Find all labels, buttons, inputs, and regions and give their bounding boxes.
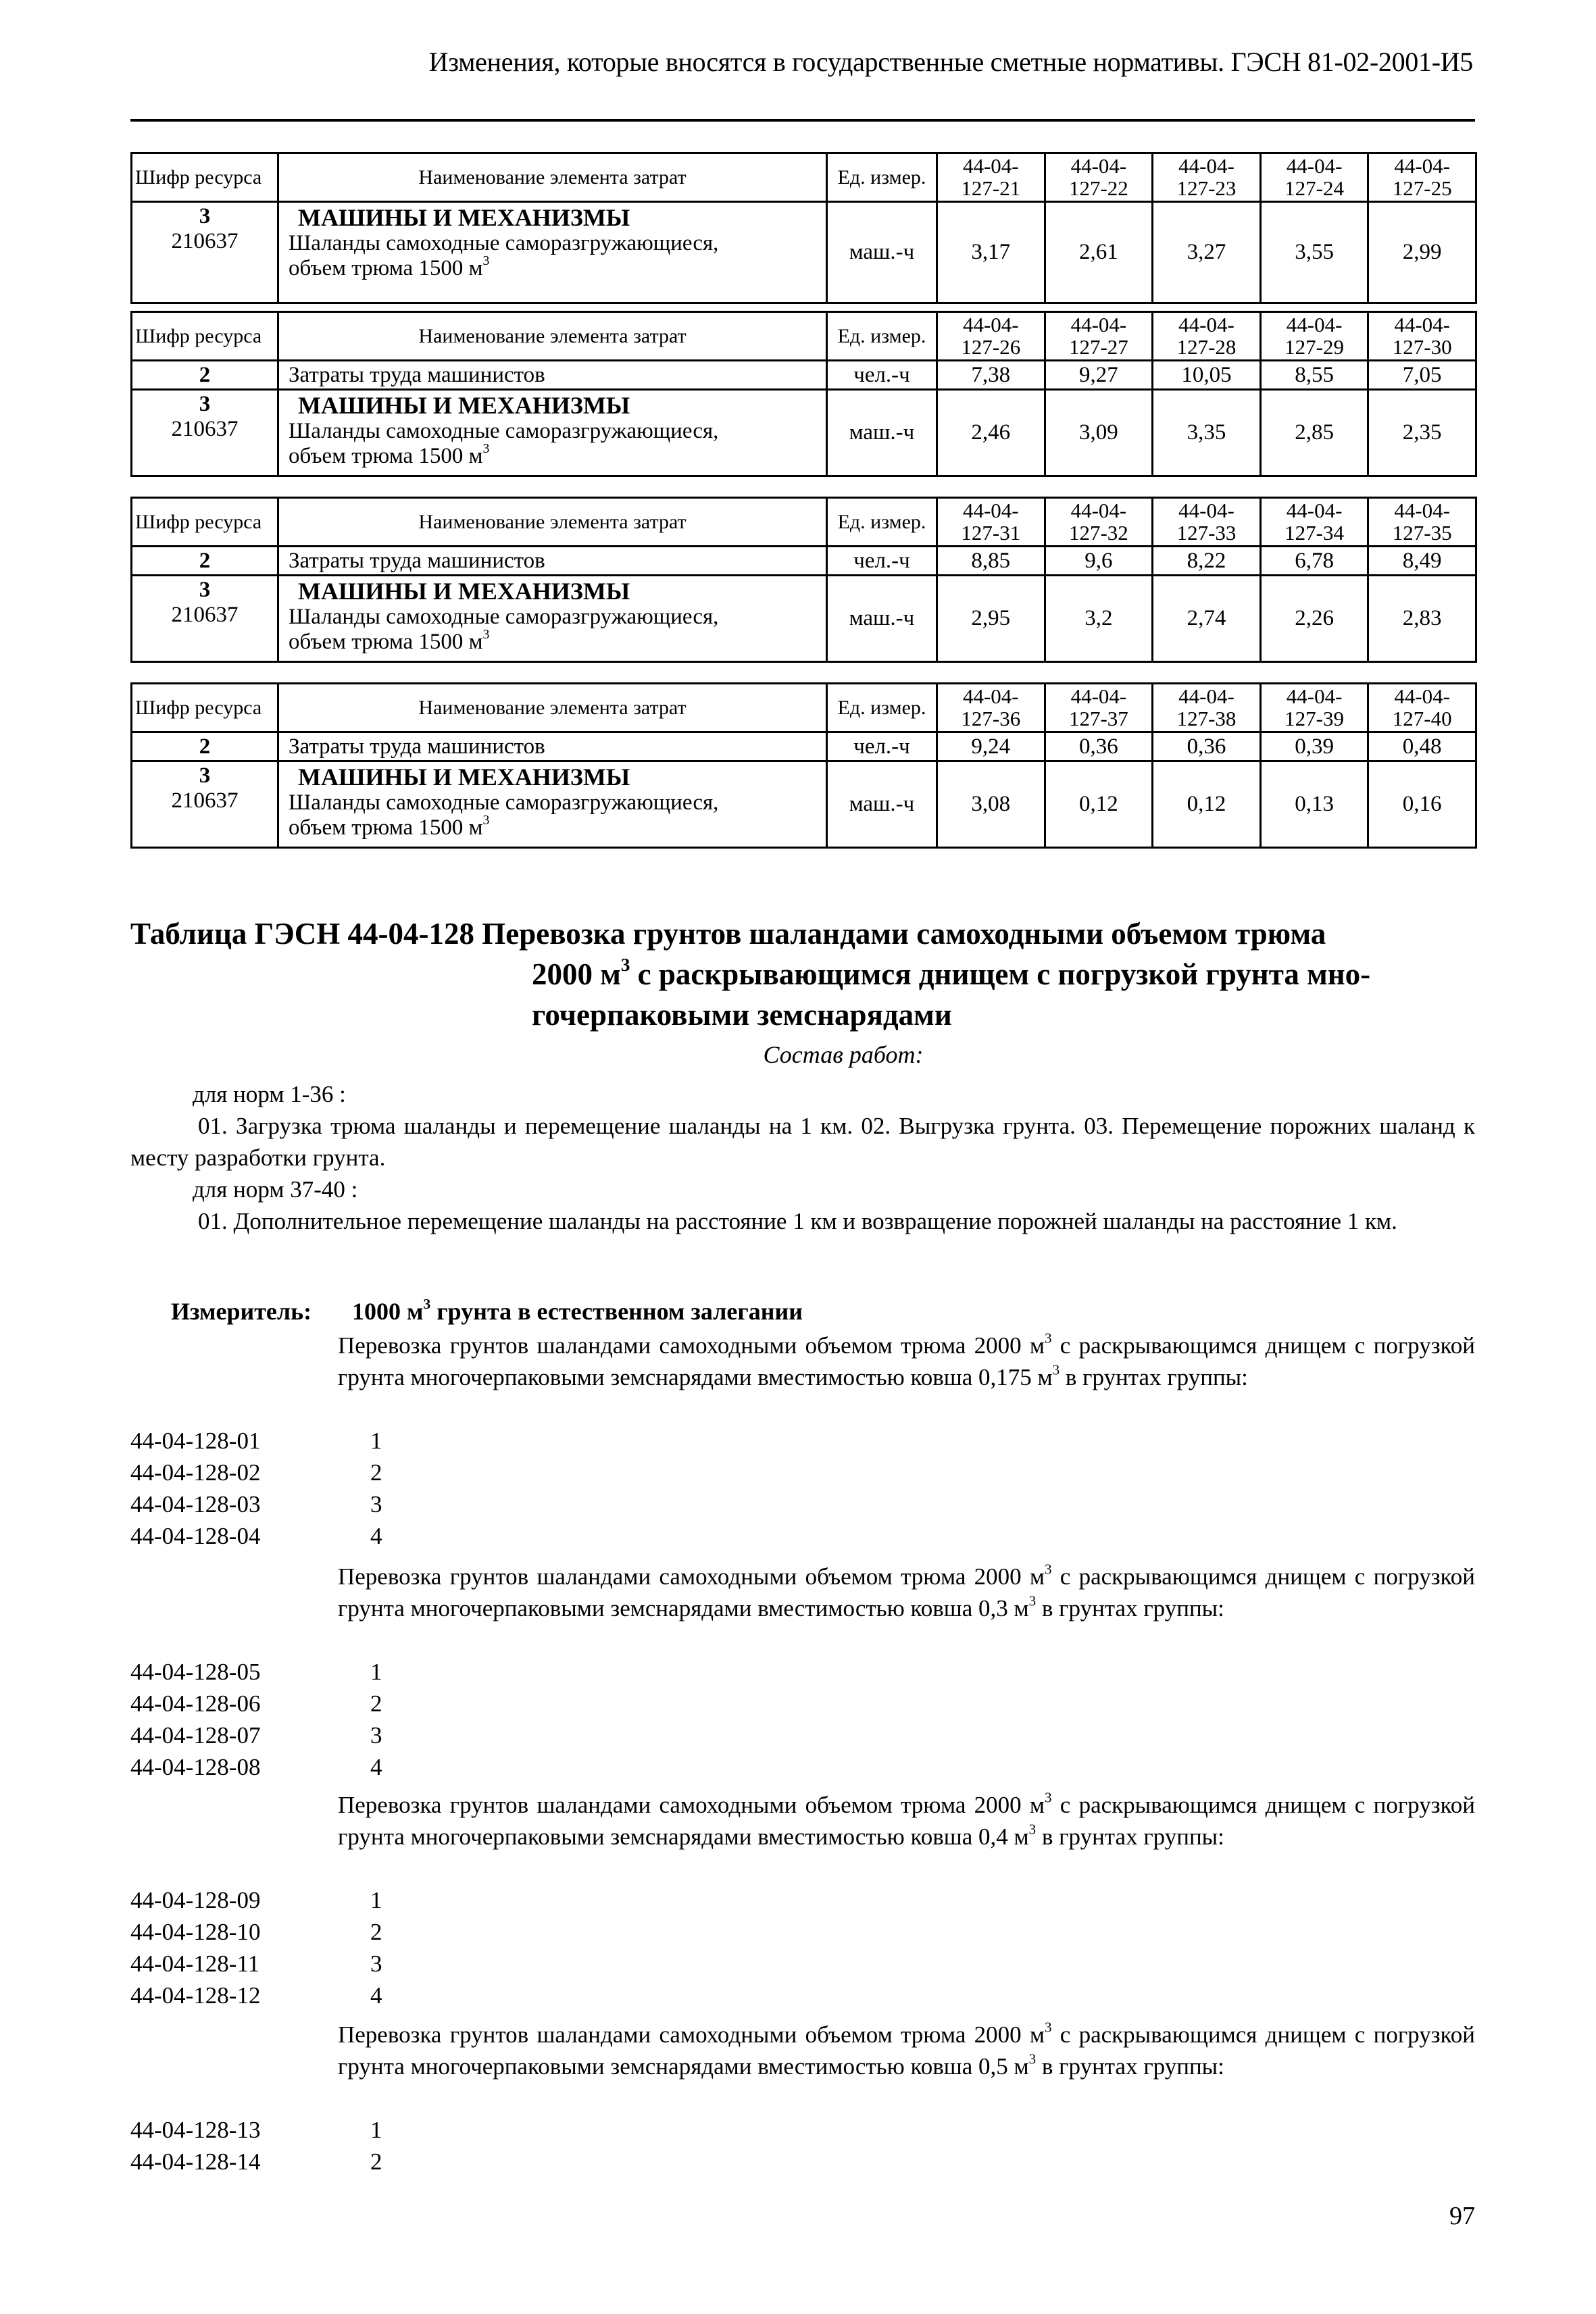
table-row-machines — [132, 202, 1476, 303]
running-header: Изменения, которые вносятся в государственные сметные нормативы. ГЭСН 81-02-2001-И5 — [428, 47, 1473, 77]
norm-code: 44-04-128-08 — [130, 1754, 261, 1780]
column-header-norm-code — [1368, 498, 1476, 547]
norm-code-suffix: 127-39 — [1285, 706, 1344, 730]
soil-group: 4 — [370, 1523, 382, 1549]
column-header-norm-code — [1260, 498, 1368, 547]
table-row-machines — [132, 761, 1476, 848]
resource-value: 0,36 — [1153, 732, 1261, 761]
resource-value: 0,36 — [1045, 732, 1153, 761]
norm-code-prefix: 44-04- — [1286, 684, 1343, 708]
norm-code-prefix: 44-04- — [1178, 684, 1235, 708]
section-title — [130, 913, 1475, 1035]
norm-code-suffix: 127-34 — [1285, 520, 1344, 545]
norm-code: 44-04-128-04 — [130, 1523, 261, 1549]
resource-unit: маш.-ч — [827, 390, 937, 476]
resource-value: 7,05 — [1368, 361, 1476, 390]
soil-group: 3 — [370, 1951, 382, 1977]
resource-unit: маш.-ч — [827, 761, 937, 848]
norm-code-prefix: 44-04- — [962, 313, 1019, 336]
resource-name: Шаланды самоходные саморазгружающиеся, — [289, 790, 719, 815]
column-header-code: Шифр ресурса — [132, 153, 278, 202]
table-row-labor — [132, 361, 1476, 390]
column-header-norm-code — [1045, 498, 1153, 547]
resource-table — [130, 311, 1477, 477]
norm-code-suffix: 127-23 — [1176, 176, 1237, 200]
norm-list-item — [130, 1425, 382, 1457]
norm-code-suffix: 127-33 — [1176, 520, 1237, 545]
resource-unit: чел.-ч — [827, 547, 937, 576]
resource-value: 0,48 — [1368, 732, 1476, 761]
norm-code-prefix: 44-04- — [1394, 313, 1450, 336]
soil-group: 4 — [370, 1754, 382, 1780]
soil-group: 3 — [370, 1722, 382, 1749]
resource-name: Затраты труда машинистов — [278, 361, 827, 390]
resource-code: 210637 — [171, 603, 239, 628]
norm-code-prefix: 44-04- — [1070, 684, 1127, 708]
soil-group: 2 — [370, 1690, 382, 1717]
norm-code-prefix: 44-04- — [1070, 499, 1127, 522]
resource-code: 2 — [132, 547, 278, 576]
resource-value: 0,16 — [1368, 761, 1476, 848]
resource-value: 3,2 — [1045, 576, 1153, 662]
resource-code: 2 — [132, 732, 278, 761]
norm-code-prefix: 44-04- — [1286, 499, 1343, 522]
norm-code-suffix: 127-31 — [961, 520, 1021, 545]
section-title-line-3: гочерпаковыми земснарядами — [532, 998, 952, 1032]
norm-code-prefix: 44-04- — [1394, 499, 1450, 522]
resource-name-cont: объем трюма 1500 $м^3$ — [289, 253, 490, 281]
norm-code: 44-04-128-05 — [130, 1659, 261, 1685]
resource-value: 8,22 — [1153, 547, 1261, 576]
resource-value: 3,08 — [937, 761, 1045, 848]
soil-group: 1 — [370, 1659, 382, 1685]
table-row-machines — [132, 390, 1476, 476]
resource-value: 9,6 — [1045, 547, 1153, 576]
norm-code-suffix: 127-38 — [1176, 706, 1237, 730]
norm-code-suffix: 127-36 — [961, 706, 1021, 730]
norm-code-prefix: 44-04- — [1394, 154, 1450, 178]
column-header-norm-code — [1368, 312, 1476, 361]
norm-code-prefix: 44-04- — [1178, 313, 1235, 336]
norm-code-prefix: 44-04- — [1286, 313, 1343, 336]
norm-code-prefix: 44-04- — [962, 154, 1019, 178]
norm-list-item — [130, 2146, 382, 2178]
norm-list-item — [130, 1751, 382, 1783]
resource-code-cell — [132, 761, 278, 848]
resource-value: 7,38 — [937, 361, 1045, 390]
column-header-norm-code — [1260, 684, 1368, 732]
table-header-row — [132, 498, 1476, 547]
resource-code: 2 — [132, 361, 278, 390]
soil-group: 2 — [370, 1459, 382, 1486]
column-header-code: Шифр ресурса — [132, 498, 278, 547]
norm-code-prefix: 44-04- — [1178, 154, 1235, 178]
column-header-code: Шифр ресурса — [132, 312, 278, 361]
column-header-norm-code — [937, 312, 1045, 361]
section-code: 3 — [199, 392, 211, 417]
column-header-name: Наименование элемента затрат — [278, 312, 827, 361]
work-group-text: 01. Дополнительное перемещение шаланды на расстояние 1 км и возвращение порожней шаланды на расстояние 1 км. — [198, 1208, 1397, 1234]
resource-code-cell — [132, 202, 278, 303]
resource-value: 8,85 — [937, 547, 1045, 576]
norm-list-item — [130, 1948, 382, 1980]
column-header-norm-code — [1153, 312, 1261, 361]
measure-value: 1000 $м^3$ грунта в естественном залегании — [352, 1295, 803, 1325]
norm-code-prefix: 44-04- — [962, 684, 1019, 708]
column-header-norm-code — [1045, 153, 1153, 202]
norm-code: 44-04-128-07 — [130, 1722, 261, 1749]
norm-code-suffix: 127-37 — [1068, 706, 1128, 730]
norm-code-prefix: 44-04- — [962, 499, 1019, 522]
norm-code-suffix: 127-21 — [961, 176, 1021, 200]
norm-code-suffix: 127-29 — [1285, 334, 1344, 359]
resource-value: 3,09 — [1045, 390, 1153, 476]
section-heading: МАШИНЫ И МЕХАНИЗМЫ — [298, 204, 630, 232]
norm-list-item — [130, 1884, 382, 1916]
resource-value: 8,55 — [1260, 361, 1368, 390]
section-title-line-1: Таблица ГЭСН 44-04-128 Перевозка грунтов шаландами самоходными объемом трюма — [130, 917, 1326, 951]
column-header-norm-code — [937, 153, 1045, 202]
header-divider — [130, 119, 1475, 122]
page-number: 97 — [1449, 2202, 1475, 2230]
resource-code-cell — [132, 576, 278, 662]
norm-code: 44-04-128-10 — [130, 1919, 261, 1945]
norm-code: 44-04-128-06 — [130, 1690, 261, 1717]
resource-name-cell — [278, 390, 827, 476]
table-header-row — [132, 153, 1476, 202]
norm-group-description: Перевозка грунтов шаландами самоходными объемом трюма 2000 $м^3$ с раскрывающимся днищем с погрузкой грунта многочерпаковыми земснарядами вместимостью ковша 0,175 $м^3$ в грунтах группы: — [338, 1330, 1475, 1390]
resource-name-cell — [278, 761, 827, 848]
norm-code-suffix: 127-40 — [1392, 706, 1452, 730]
section-code: 3 — [199, 204, 211, 229]
norm-code: 44-04-128-03 — [130, 1491, 261, 1517]
resource-value: 6,78 — [1260, 547, 1368, 576]
work-group-label: для норм 37-40 : — [193, 1176, 358, 1203]
resource-value: 9,24 — [937, 732, 1045, 761]
work-composition — [130, 1078, 1475, 1237]
column-header-unit: Ед. измер. — [827, 684, 937, 732]
section-title-line-2: 2000 $м^3$ с раскрывающимся днищем с погрузкой грунта мно- — [532, 954, 1371, 991]
resource-table — [130, 682, 1477, 849]
resource-unit: маш.-ч — [827, 576, 937, 662]
norm-group-description: Перевозка грунтов шаландами самоходными объемом трюма 2000 $м^3$ с раскрывающимся днищем с погрузкой грунта многочерпаковыми земснарядами вместимостью ковша 0,4 $м^3$ в грунтах группы: — [338, 1789, 1475, 1850]
column-header-unit: Ед. измер. — [827, 153, 937, 202]
resource-value: 0,39 — [1260, 732, 1368, 761]
column-header-norm-code — [1153, 498, 1261, 547]
work-composition-heading: Состав работ: — [763, 1041, 924, 1068]
column-header-norm-code — [1153, 684, 1261, 732]
work-group-label: для норм 1-36 : — [193, 1081, 346, 1107]
section-code: 3 — [199, 578, 211, 603]
resource-value: 3,55 — [1260, 202, 1368, 303]
resource-unit: чел.-ч — [827, 732, 937, 761]
norm-code: 44-04-128-02 — [130, 1459, 261, 1486]
soil-group: 2 — [370, 1919, 382, 1945]
norm-code-prefix: 44-04- — [1286, 154, 1343, 178]
norm-code-suffix: 127-28 — [1176, 334, 1237, 359]
norm-code-suffix: 127-25 — [1392, 176, 1452, 200]
resource-value: 2,74 — [1153, 576, 1261, 662]
norm-group-description: Перевозка грунтов шаландами самоходными объемом трюма 2000 $м^3$ с раскрывающимся днищем с погрузкой грунта многочерпаковыми земснарядами вместимостью ковша 0,5 $м^3$ в грунтах группы: — [338, 2019, 1475, 2080]
resource-table — [130, 152, 1477, 304]
resource-value: 3,17 — [937, 202, 1045, 303]
column-header-norm-code — [937, 684, 1045, 732]
resource-name: Затраты труда машинистов — [278, 732, 827, 761]
soil-group: 2 — [370, 2148, 382, 2175]
norm-code-prefix: 44-04- — [1070, 313, 1127, 336]
column-header-norm-code — [1260, 153, 1368, 202]
resource-value: 0,12 — [1153, 761, 1261, 848]
norm-code-suffix: 127-27 — [1068, 334, 1128, 359]
resource-value: 10,05 — [1153, 361, 1261, 390]
column-header-norm-code — [1045, 684, 1153, 732]
norm-group-description: Перевозка грунтов шаландами самоходными объемом трюма 2000 $м^3$ с раскрывающимся днищем с погрузкой грунта многочерпаковыми земснарядами вместимостью ковша 0,3 $м^3$ в грунтах группы: — [338, 1561, 1475, 1621]
resource-name: Шаланды самоходные саморазгружающиеся, — [289, 605, 719, 630]
resource-value: 2,46 — [937, 390, 1045, 476]
norm-code: 44-04-128-14 — [130, 2148, 261, 2175]
table-header-row — [132, 312, 1476, 361]
column-header-code: Шифр ресурса — [132, 684, 278, 732]
norm-code-prefix: 44-04- — [1178, 499, 1235, 522]
norm-list-item — [130, 1488, 382, 1520]
norm-code: 44-04-128-13 — [130, 2117, 261, 2143]
norm-code: 44-04-128-11 — [130, 1951, 260, 1977]
soil-group: 4 — [370, 1982, 382, 2009]
norm-code-suffix: 127-22 — [1068, 176, 1128, 200]
resource-name-cont: объем трюма 1500 $м^3$ — [289, 627, 490, 655]
norm-list-item — [130, 1719, 382, 1751]
resource-unit: чел.-ч — [827, 361, 937, 390]
resource-value: 2,99 — [1368, 202, 1476, 303]
soil-group: 1 — [370, 1428, 382, 1454]
resource-value: 2,35 — [1368, 390, 1476, 476]
norm-list-item — [130, 1916, 382, 1948]
resource-name: Шаланды самоходные саморазгружающиеся, — [289, 231, 719, 256]
norm-list-item — [130, 1980, 382, 2011]
resource-code: 210637 — [171, 788, 239, 813]
column-header-norm-code — [1368, 153, 1476, 202]
section-code: 3 — [199, 763, 211, 788]
soil-group: 1 — [370, 1887, 382, 1913]
norm-list-item — [130, 1520, 382, 1552]
resource-code: 210637 — [171, 229, 239, 254]
resource-value: 0,13 — [1260, 761, 1368, 848]
table-row-machines — [132, 576, 1476, 662]
resource-table — [130, 497, 1477, 663]
norm-code-suffix: 127-26 — [961, 334, 1021, 359]
norm-code-suffix: 127-30 — [1392, 334, 1452, 359]
section-heading: МАШИНЫ И МЕХАНИЗМЫ — [298, 578, 630, 605]
resource-name: Затраты труда машинистов — [278, 547, 827, 576]
column-header-unit: Ед. измер. — [827, 498, 937, 547]
column-header-norm-code — [1368, 684, 1476, 732]
norm-code: 44-04-128-09 — [130, 1887, 261, 1913]
column-header-norm-code — [1045, 312, 1153, 361]
resource-code: 210637 — [171, 417, 239, 442]
table-header-row — [132, 684, 1476, 732]
work-group-text: 01. Загрузка трюма шаланды и перемещение шаланды на 1 км. 02. Выгрузка грунта. 03. Перемещение порожних шаланд к месту разработки грунта. — [130, 1113, 1475, 1171]
column-header-name: Наименование элемента затрат — [278, 153, 827, 202]
resource-value: 2,85 — [1260, 390, 1368, 476]
resource-name-cell — [278, 576, 827, 662]
resource-name: Шаланды самоходные саморазгружающиеся, — [289, 419, 719, 444]
norm-code: 44-04-128-12 — [130, 1982, 261, 2009]
resource-value: 0,12 — [1045, 761, 1153, 848]
measure-label: Измеритель: — [171, 1298, 312, 1325]
norm-code-prefix: 44-04- — [1070, 154, 1127, 178]
norm-list-item — [130, 2114, 382, 2146]
measure-unit — [171, 1297, 803, 1326]
column-header-name: Наименование элемента затрат — [278, 684, 827, 732]
norm-code-suffix: 127-24 — [1285, 176, 1344, 200]
norm-code-suffix: 127-35 — [1392, 520, 1452, 545]
norm-list-item — [130, 1688, 382, 1719]
norm-list-item — [130, 1457, 382, 1488]
section-heading: МАШИНЫ И МЕХАНИЗМЫ — [298, 392, 630, 420]
resource-name-cont: объем трюма 1500 $м^3$ — [289, 813, 490, 840]
column-header-norm-code — [1260, 312, 1368, 361]
section-heading: МАШИНЫ И МЕХАНИЗМЫ — [298, 763, 630, 791]
resource-value: 2,61 — [1045, 202, 1153, 303]
column-header-norm-code — [937, 498, 1045, 547]
table-row-labor — [132, 547, 1476, 576]
resource-name-cont: объем трюма 1500 $м^3$ — [289, 441, 490, 469]
resource-unit: маш.-ч — [827, 202, 937, 303]
resource-value: 2,95 — [937, 576, 1045, 662]
resource-value: 3,27 — [1153, 202, 1261, 303]
norm-code-suffix: 127-32 — [1068, 520, 1128, 545]
soil-group: 1 — [370, 2117, 382, 2143]
soil-group: 3 — [370, 1491, 382, 1517]
column-header-name: Наименование элемента затрат — [278, 498, 827, 547]
resource-value: 2,83 — [1368, 576, 1476, 662]
resource-code-cell — [132, 390, 278, 476]
norm-code-prefix: 44-04- — [1394, 684, 1450, 708]
column-header-unit: Ед. измер. — [827, 312, 937, 361]
norm-code: 44-04-128-01 — [130, 1428, 261, 1454]
norm-list-item — [130, 1656, 382, 1688]
resource-value: 3,35 — [1153, 390, 1261, 476]
table-row-labor — [132, 732, 1476, 761]
resource-value: 2,26 — [1260, 576, 1368, 662]
resource-value: 8,49 — [1368, 547, 1476, 576]
resource-name-cell — [278, 202, 827, 303]
column-header-norm-code — [1153, 153, 1261, 202]
resource-value: 9,27 — [1045, 361, 1153, 390]
